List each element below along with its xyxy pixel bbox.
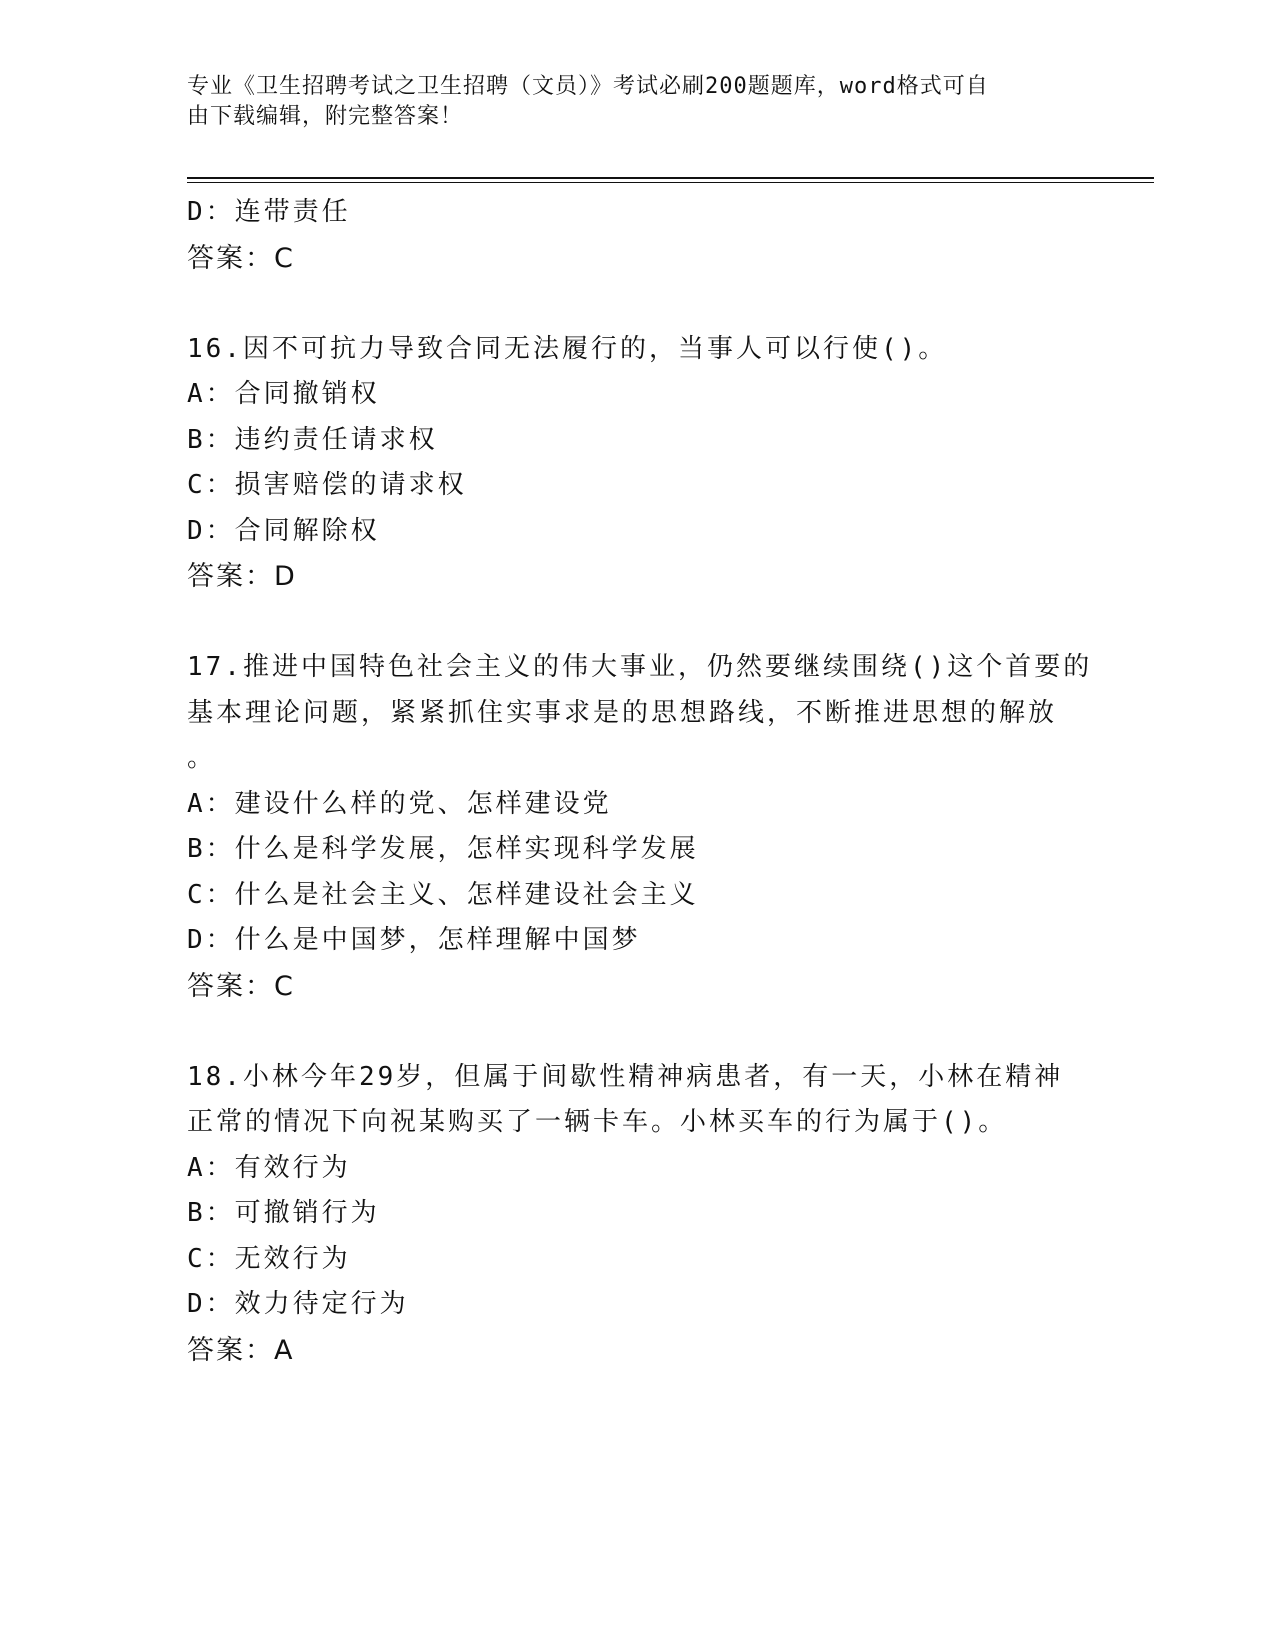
spacer (187, 600, 1087, 646)
option-a: A：合同撤销权 (187, 379, 380, 409)
question-stem-line: 18.小林今年29岁，但属于间歇性精神病患者，有一天，小林在精神 (187, 1061, 1064, 1092)
option-d-prev: D：连带责任 (187, 197, 351, 227)
header-divider-thin (187, 182, 1154, 183)
header-line-1: 专业《卫生招聘考试之卫生招聘（文员）》考试必刷200题题库，word格式可自 (187, 74, 989, 99)
header-divider-thick (187, 177, 1154, 179)
option-d: D：合同解除权 (187, 515, 380, 546)
spacer (187, 281, 1087, 327)
option-d: D：什么是中国梦，怎样理解中国梦 (187, 925, 641, 955)
answer: 答案：C (187, 970, 295, 1002)
option-a: A：建设什么样的党、怎样建设党 (187, 788, 612, 819)
question-list (187, 190, 1093, 1373)
question-stem-line: 。 (187, 743, 217, 773)
option-b: B：什么是科学发展，怎样实现科学发展 (187, 834, 699, 864)
question-stem-line: 基本理论问题，紧紧抓住实事求是的思想路线，不断推进思想的解放 (187, 697, 1058, 728)
question-stem-line: 正常的情况下向祝某购买了一辆卡车。小林买车的行为属于()。 (187, 1107, 1008, 1137)
option-c: C：什么是社会主义、怎样建设社会主义 (187, 879, 699, 910)
question-18 (187, 1055, 1087, 1374)
question-stem-line: 16.因不可抗力导致合同无法履行的，当事人可以行使()。 (187, 333, 948, 364)
spacer (187, 1009, 1087, 1055)
question-17 (187, 645, 1093, 1009)
question-16 (187, 327, 1087, 600)
answer-prev: 答案：C (187, 242, 295, 274)
answer: 答案：A (187, 1334, 295, 1366)
option-a: A：有效行为 (187, 1152, 351, 1183)
option-c: C：无效行为 (187, 1243, 351, 1274)
option-b: B：违约责任请求权 (187, 424, 438, 455)
option-c: C：损害赔偿的请求权 (187, 470, 467, 500)
document-header (187, 72, 1067, 132)
question-stem-line: 17.推进中国特色社会主义的伟大事业，仍然要继续围绕()这个首要的 (187, 652, 1093, 682)
answer: 答案：D (187, 561, 297, 592)
option-d: D：效力待定行为 (187, 1289, 409, 1319)
option-b: B：可撤销行为 (187, 1198, 380, 1228)
header-line-2: 由下载编辑，附完整答案！ (187, 104, 464, 129)
